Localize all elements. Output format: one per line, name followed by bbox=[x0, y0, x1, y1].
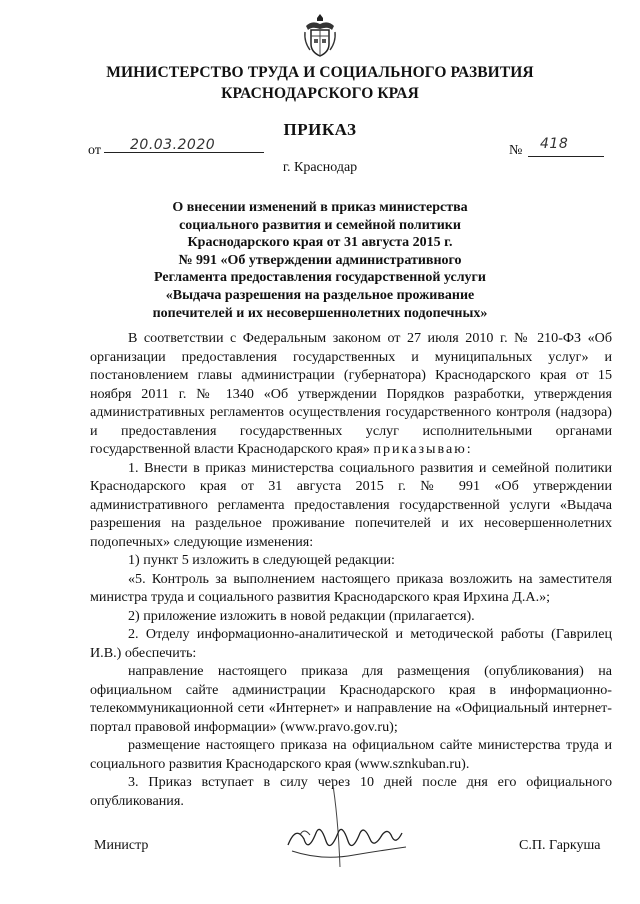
subject-line: № 991 «Об утверждении административного bbox=[178, 252, 462, 268]
signatory-position: Министр bbox=[94, 838, 149, 853]
body-paragraph: «5. Контроль за выполнением настоящего приказа возложить на заместителя министра труда и социального развития Краснодарского края Ирхина Д.А.»; bbox=[90, 570, 612, 605]
signatory-name: С.П. Гаркуша bbox=[519, 838, 601, 853]
ministry-name bbox=[60, 62, 580, 104]
order-title: ПРИКАЗ bbox=[283, 120, 357, 139]
subject-line: О внесении изменений в приказ министерства bbox=[172, 200, 468, 215]
body-paragraph: 1. Внести в приказ министерства социального развития и семейной политики Краснодарского края от 31 августа 2015 г. № 991 «Об утверждении административного регламента предоставления государственной услуги «Выдача разрешения на раздельное проживание попечителей и их несовершеннолетних подопечных» следующие изменения: bbox=[90, 459, 612, 550]
body-paragraph: направление настоящего приказа для размещения (опубликования) на официальном сайте администрации Краснодарского края в информационно-телекоммуникационной сети «Интернет» и направление на «Официальный интернет-портал правовой информации» (www.pravo.gov.ru); bbox=[90, 663, 612, 735]
subject-line: «Выдача разрешения на раздельное проживание bbox=[165, 287, 475, 303]
number-label: № bbox=[509, 143, 523, 158]
body-paragraph: 3. Приказ вступает в силу через 10 дней после дня его официального опубликования. bbox=[90, 774, 612, 809]
coat-of-arms-icon bbox=[302, 12, 338, 60]
body-paragraph: 1) пункт 5 изложить в следующей редакции: bbox=[128, 552, 395, 568]
order-verb: приказываю: bbox=[373, 441, 473, 457]
preamble-text: В соответствии с Федеральным законом от 27 июля 2010 г. № 210-ФЗ «Об организации предоставления государственных и муниципальных услуг» и постановлением главы администрации (губернатора) Краснодарского края от 15 ноября 2011 г. № 1340 «Об утверждении Порядков разработки, утверждения административных регламентов осуществления государственного контроля (надзора) и предоставления государственных услуг исполнительными органами государственной власти Краснодарского края» bbox=[90, 330, 612, 457]
subject-line: социального развития и семейной политики bbox=[179, 217, 461, 233]
city: г. Краснодар bbox=[282, 160, 358, 175]
subject-line: Регламента предоставления государственной услуги bbox=[154, 270, 486, 286]
order-body bbox=[90, 329, 612, 810]
body-paragraph: 2. Отделу информационно-аналитической и методической работы (Гаврилец И.В.) обеспечить: bbox=[90, 626, 612, 661]
date-label: от bbox=[88, 143, 101, 158]
signature-icon bbox=[282, 775, 412, 875]
handwritten-number: 418 bbox=[540, 136, 569, 152]
handwritten-date: 20.03.2020 bbox=[130, 137, 216, 153]
subject-line: Краснодарского края от 31 августа 2015 г. bbox=[187, 235, 453, 251]
ministry-name-line: КРАСНОДАРСКОГО КРАЯ bbox=[221, 85, 419, 102]
number-underline bbox=[528, 156, 604, 157]
body-paragraph: размещение настоящего приказа на официальном сайте министерства труда и социального развития Краснодарского края (www.sznkuban.ru). bbox=[90, 737, 612, 772]
body-paragraph: 2) приложение изложить в новой редакции (прилагается). bbox=[128, 607, 475, 624]
ministry-name-line: МИНИСТЕРСТВО ТРУДА И СОЦИАЛЬНОГО РАЗВИТИЯ bbox=[106, 64, 534, 81]
subject-line: попечителей и их несовершеннолетних подопечных» bbox=[152, 305, 488, 321]
order-subject bbox=[100, 199, 540, 322]
body-paragraph bbox=[90, 329, 612, 459]
